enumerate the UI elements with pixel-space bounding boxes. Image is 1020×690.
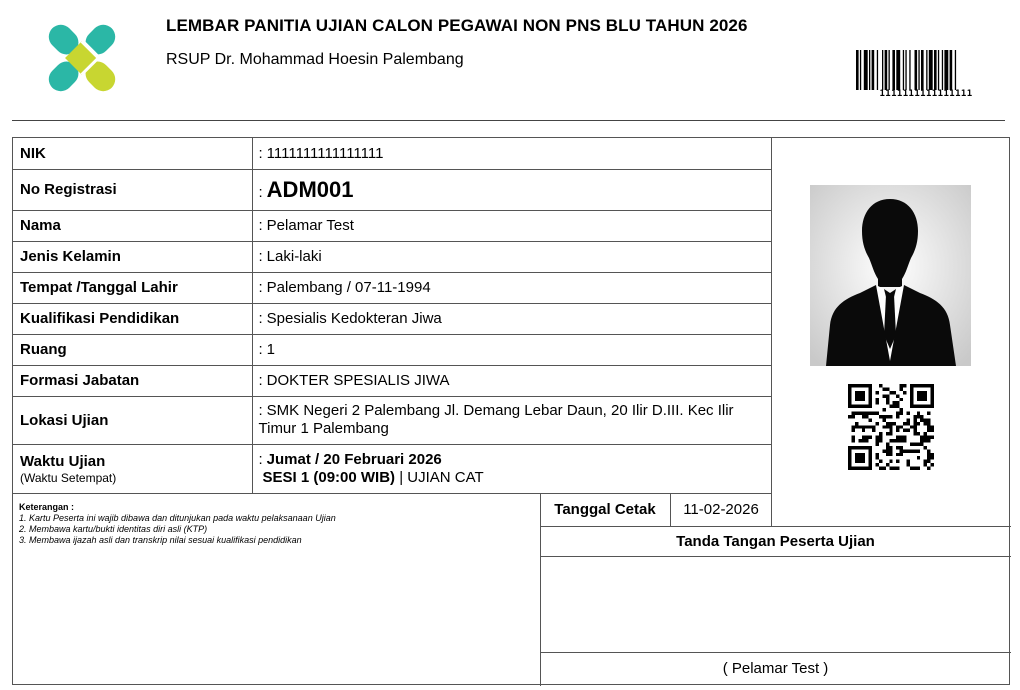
print-date-value: 11-02-2026 [671, 494, 772, 526]
print-date-box [540, 494, 1011, 526]
row-jenis-kelamin [13, 241, 772, 272]
notes-title: Keterangan : [19, 502, 75, 512]
formasi-value: DOKTER SPESIALIS JIWA [266, 372, 450, 389]
person-silhouette-icon [810, 185, 971, 366]
nik-value: 1111111111111111 [266, 144, 384, 162]
waktu-note: (Waktu Setempat) [20, 470, 117, 485]
waktu-label: Waktu Ujian [20, 452, 106, 470]
notes-section [19, 502, 539, 546]
colon: : [258, 217, 263, 234]
row-registrasi [13, 169, 772, 210]
row-nama [13, 210, 772, 241]
row-kualifikasi [13, 303, 772, 334]
barcode-number: 1111111111111111 [879, 89, 973, 99]
ttl-value: Palembang / 07-11-1994 [266, 279, 431, 296]
participant-info-table [13, 138, 772, 494]
nama-label: Nama [13, 210, 252, 241]
formasi-label: Formasi Jabatan [13, 365, 252, 396]
row-nik [13, 138, 772, 169]
note-item: 2. Membawa kartu/bukti identitas diri asli (KTP) [19, 524, 208, 534]
registrasi-label: No Registrasi [13, 169, 252, 210]
registrasi-value: ADM001 [266, 176, 354, 202]
qr-code-icon [848, 384, 934, 470]
nama-value: Pelamar Test [266, 217, 354, 234]
colon: : [258, 310, 263, 327]
nik-label: NIK [13, 138, 252, 169]
row-ttl [13, 272, 772, 303]
jenis-kelamin-label: Jenis Kelamin [13, 241, 252, 272]
lokasi-label: Lokasi Ujian [13, 396, 252, 444]
header-divider [12, 120, 1005, 121]
ttl-label: Tempat /Tanggal Lahir [13, 272, 252, 303]
signature-title: Tanda Tangan Peserta Ujian [540, 526, 1011, 557]
signature-name: ( Pelamar Test ) [722, 660, 829, 677]
institution-name: RSUP Dr. Mohammad Hoesin Palembang [166, 51, 464, 68]
waktu-separator: | [399, 468, 404, 486]
kualifikasi-value: Spesialis Kedokteran Jiwa [266, 310, 442, 327]
colon: : [258, 341, 263, 358]
colon: : [258, 183, 263, 201]
kualifikasi-label: Kualifikasi Pendidikan [13, 303, 252, 334]
colon: : [258, 450, 263, 468]
colon: : [258, 144, 263, 162]
ruang-label: Ruang [13, 334, 252, 365]
note-item: 3. Membawa ijazah asli dan transkrip nilai sesuai kualifikasi pendidikan [19, 535, 302, 545]
signature-area [540, 557, 1011, 653]
colon: : [258, 372, 263, 389]
kemenkes-logo-icon [40, 14, 124, 102]
card-header [0, 0, 1020, 122]
page-title: LEMBAR PANITIA UJIAN CALON PEGAWAI NON PNS BLU TAHUN 2026 [166, 16, 748, 35]
note-item: 1. Kartu Peserta ini wajib dibawa dan ditunjukan pada waktu pelaksanaan Ujian [19, 513, 336, 523]
colon: : [258, 248, 263, 265]
row-lokasi [13, 396, 772, 444]
jenis-kelamin-value: Laki-laki [266, 248, 322, 265]
colon: : [258, 402, 263, 419]
exam-card [12, 137, 1010, 685]
row-ruang [13, 334, 772, 365]
print-date-label: Tanggal Cetak [540, 494, 671, 526]
row-waktu [13, 444, 772, 493]
waktu-session: SESI 1 (09:00 WIB) [262, 468, 396, 486]
lokasi-value: SMK Negeri 2 Palembang Jl. Demang Lebar Daun, 20 Ilir D.III. Kec Ilir Timur 1 Palembang [258, 402, 734, 437]
waktu-mode: UJIAN CAT [407, 468, 484, 486]
row-formasi [13, 365, 772, 396]
waktu-date: Jumat / 20 Februari 2026 [266, 450, 442, 468]
colon: : [258, 279, 263, 296]
ruang-value: 1 [266, 341, 276, 358]
barcode-icon [856, 50, 996, 90]
